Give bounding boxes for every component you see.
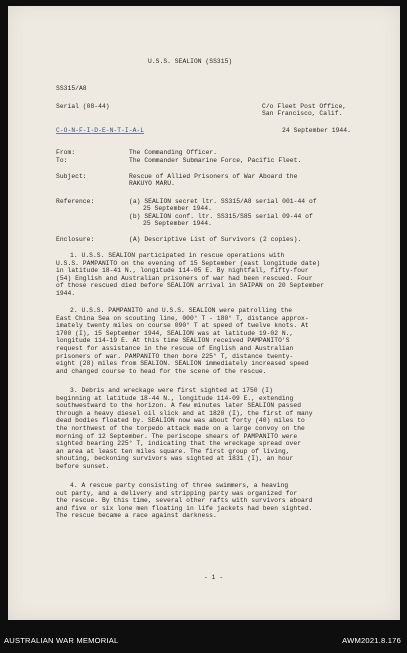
paragraph-line: 3. Debris and wreckage were first sighted at 1750 (I) [70,387,273,394]
paragraph-line: the rescue. By this time, several other rafts with survivors aboard [56,497,313,505]
document-page [8,6,400,620]
paragraph-line: 1944. [56,289,76,297]
paragraph-4 [56,482,313,520]
paragraph-line: request for assistance in the rescue of English and Australian [56,344,294,352]
address-line-2: San Francisco, Calif. [262,110,343,117]
paragraph-line: eight (28) miles from SEALION. SEALION immediately increased speed [56,360,309,368]
paragraph-line: 4. A rescue party consisting of three swimmers, a heaving [70,482,289,489]
institution-name: AUSTRALIAN WAR MEMORIAL [4,636,119,645]
paragraph-line: beginning at latitude 18-44 N., longitude 114-09 E., extending [56,394,294,402]
from-value: The Commanding Officer. [129,149,218,156]
paragraph-line: 1700 (I), 15 September 1944, SEALION was at latitude 19-02 N., [56,329,294,337]
paragraph-line: through a heavy diesel oil slick and at 1820 (I), the first of many [56,409,313,417]
paragraph-line: an area at least ten miles square. The first group of living, [56,447,290,455]
paragraph-line: (54) English and Australian prisoners of war had been rescued. Four [56,274,313,282]
paragraph-line: 2. U.S.S. PAMPANITO and U.S.S. SEALION were patrolling the [70,307,293,314]
subject-line-1: Rescue of Allied Prisoners of War Aboard the [129,173,298,180]
paragraph-line: U.S.S. PAMPANITO on the evening of 15 September (east longitude date) [56,259,321,267]
letter-date: 24 September 1944. [282,127,351,134]
to-label: To: [56,157,68,164]
paragraph-line: and five or six lone men floating in life jackets had been sighted. [56,504,313,512]
paragraph-line: imately twenty miles on course 090° T at speed of twelve knots. At [56,322,309,330]
address-line-1: C/o Fleet Post Office, [262,103,347,110]
accession-number: AWM2021.8.176 [342,636,401,645]
paragraph-line: of those rescued died before SEALION arrival in SAIPAN on 20 September [56,282,325,290]
reference-a-line-2: 25 September 1944. [143,205,212,212]
paragraph-line: The rescue became a race against darkness. [56,512,217,520]
enclosure-value: (A) Descriptive List of Survivors (2 copies). [129,236,302,243]
paragraph-line: dead bodies floated by. SEALION now was about forty (40) miles to [56,417,305,425]
archive-footer [0,628,407,653]
paragraph-line: southwestward to the horizon. A few minutes later SEALION passed [56,402,302,410]
paragraph-line: before sunset. [56,462,110,470]
paragraph-line: 1. U.S.S. SEALION participated in rescue operations with [70,252,285,259]
paragraph-line: East China Sea on scouting line, 000° T - 180° T, distance approx- [56,314,309,322]
paragraph-line: prisoners of war. PAMPANITO then bore 225° T, distance twenty- [56,352,294,360]
document-title: U.S.S. SEALION (SS315) [148,58,233,65]
file-reference: SS315/A8 [56,85,87,92]
serial-number: Serial (08-44) [56,103,110,110]
paragraph-line: sighted bearing 225° T, indicating that the wreckage spread over [56,440,302,448]
reference-a-line-1: (a) SEALION secret ltr. SS315/A8 serial 001-44 of [129,198,317,205]
paragraph-line: out party, and a delivery and stripping party was organized for [56,489,298,497]
paragraph-line: the northwest of the torpedo attack made on a large convoy on the [56,424,305,432]
paragraph-line: shouting, beckoning survivors was sighted at 1831 (I), an hour [56,455,294,463]
to-value: The Commander Submarine Force, Pacific Fleet. [129,157,302,164]
paragraph-line: and changed course to head for the scene of the rescue. [56,367,267,375]
reference-label: Reference: [56,198,95,205]
from-label: From: [56,149,76,156]
page-number: - 1 - [204,574,224,581]
subject-line-2: RAKUYO MARU. [129,180,175,187]
subject-label: Subject: [56,173,87,180]
classification-marking: C-O-N-F-I-D-E-N-T-I-A-L [56,127,145,134]
paragraph-line: longitude 114-19 E. At this time SEALION received PAMPANITO'S [56,337,290,345]
paragraph-line: morning of 12 September. The periscope shears of PAMPANITO were [56,432,298,440]
reference-b-line-2: 25 September 1944. [143,220,212,227]
enclosure-label: Enclosure: [56,236,95,243]
paragraph-3 [56,387,313,471]
paragraph-line: in latitude 18-41 N., longitude 114-05 E. By nightfall, fifty-four [56,267,309,275]
reference-b-line-1: (b) SEALION conf. ltr. SS315/S85 serial 09-44 of [129,213,313,220]
paragraph-2 [56,307,309,375]
paragraph-1 [56,252,324,298]
